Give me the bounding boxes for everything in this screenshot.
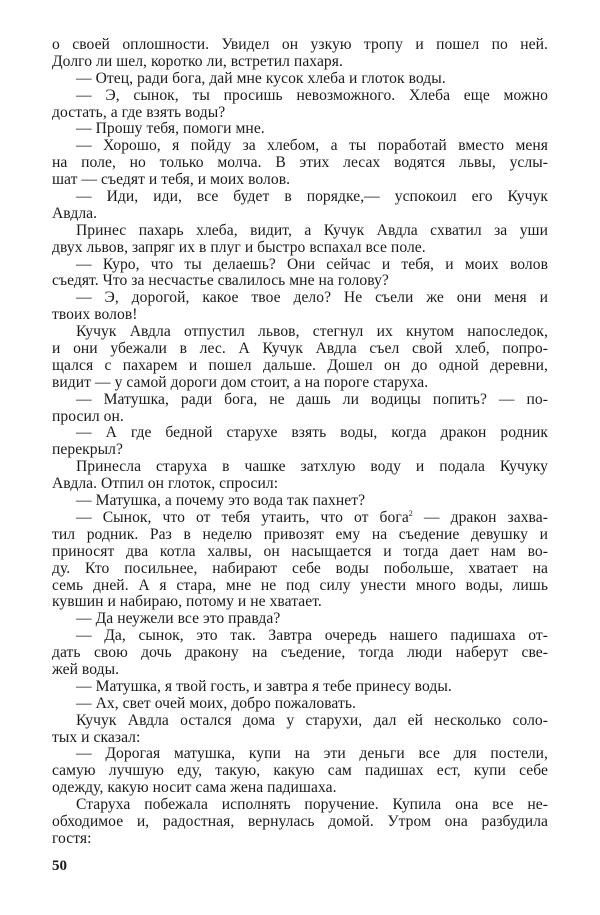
page-number: 50 bbox=[52, 858, 67, 874]
text-line bbox=[52, 240, 548, 257]
text-line-content: съедят. Что за несчастье свалилось мне на голову? bbox=[52, 272, 389, 290]
text-line bbox=[52, 780, 548, 797]
text-line bbox=[52, 662, 548, 679]
text-line bbox=[52, 155, 548, 172]
text-line bbox=[52, 172, 548, 189]
text-line bbox=[52, 290, 548, 307]
text-line-content: на поле, но только молча. В этих лесах водятся львы, услы- bbox=[52, 154, 548, 172]
text-line bbox=[52, 105, 548, 122]
text-line-content: перекрыл? bbox=[52, 441, 123, 459]
text-line-content: о своей оплошности. Увидел он узкую тропу и пошел по ней. bbox=[52, 36, 548, 53]
text-line bbox=[52, 341, 548, 358]
text-line-content: — Сынок, что от тебя утаить, что от бога bbox=[76, 508, 409, 526]
text-line-content: и они убежали в лес. А Кучук Авдла съел свой хлеб, попро- bbox=[52, 340, 548, 358]
text-line-content: щался с пахарем и пошел дальше. Дошел он до одной деревни, bbox=[52, 356, 548, 374]
footnote-marker: 2 bbox=[408, 508, 413, 518]
text-line bbox=[52, 392, 548, 409]
text-line bbox=[52, 645, 548, 662]
text-line bbox=[52, 763, 548, 780]
text-line-content: — Прошу тебя, помоги мне. bbox=[76, 120, 265, 138]
text-line-content: ду. Кто посильнее, набирают себе воды побольше, хватает на bbox=[52, 559, 548, 577]
text-line-content: — Э, дорогой, какое твое дело? Не съели же они меня и bbox=[76, 289, 548, 307]
text-line-content: — Хорошо, я пойду за хлебом, а ты поработай вместо меня bbox=[76, 137, 548, 155]
text-line-content: одежду, какую носит сама жена падишаха. bbox=[52, 779, 337, 797]
text-line-content: обходимое и, радостная, вернулась домой. Утром она разбудила bbox=[52, 812, 548, 830]
text-line-content: — Ах, свет очей моих, добро пожаловать. bbox=[76, 694, 356, 712]
text-line-tail: — дракон захва- bbox=[412, 508, 548, 526]
text-line bbox=[52, 713, 548, 730]
text-line bbox=[52, 797, 548, 814]
text-line bbox=[52, 358, 548, 375]
text-line bbox=[52, 375, 548, 392]
text-line bbox=[52, 442, 548, 459]
text-line-content: твоих волов! bbox=[52, 306, 138, 324]
text-line-content: шат — съедят и тебя, и моих волов. bbox=[52, 171, 291, 189]
text-line bbox=[52, 544, 548, 561]
text-line bbox=[52, 527, 548, 544]
text-line-content: Долго ли шел, коротко ли, встретил пахаря. bbox=[52, 52, 343, 70]
text-line-content: двух львов, запряг их в плуг и быстро вспахал все поле. bbox=[52, 238, 426, 256]
text-line-content: Принесла старуха в чашке затхлую воду и подала Кучуку bbox=[76, 458, 548, 476]
text-line bbox=[52, 138, 548, 155]
text-line bbox=[52, 121, 548, 138]
text-line bbox=[52, 510, 548, 527]
text-line-content: — Куро, что ты делаешь? Они сейчас и тебя, и моих волов bbox=[76, 255, 548, 273]
text-line-content: — Да, сынок, это так. Завтра очередь нашего падишаха от- bbox=[76, 627, 548, 645]
text-line bbox=[52, 71, 548, 88]
text-line-content: дать свою дочь дракону на съедение, тогда люди наберут све- bbox=[52, 644, 548, 662]
text-line-content: жей воды. bbox=[52, 660, 120, 678]
text-line-content: гостя: bbox=[52, 829, 92, 847]
text-line bbox=[52, 425, 548, 442]
text-line-content: семь дней. А я стара, мне не под силу унести много воды, лишь bbox=[52, 576, 548, 594]
text-line bbox=[52, 307, 548, 324]
text-line-content: Авдла. bbox=[52, 204, 98, 222]
text-line-content: — Э, сынок, ты просишь невозможного. Хлеба еще можно bbox=[76, 86, 548, 104]
text-line bbox=[52, 561, 548, 578]
text-line-content: достать, а где взять воды? bbox=[52, 103, 226, 121]
text-line-content: Авдла. Отпил он глоток, спросил: bbox=[52, 475, 279, 493]
text-line bbox=[52, 476, 548, 493]
text-line-content: — Отец, ради бога, дай мне кусок хлеба и глоток воды. bbox=[76, 69, 446, 87]
text-line-content: — Да неужели все это правда? bbox=[76, 610, 281, 628]
text-line bbox=[52, 814, 548, 831]
text-line-content: тых и сказал: bbox=[52, 728, 141, 746]
text-line-content: кувшин и набираю, потому и не хватает. bbox=[52, 593, 322, 611]
text-line bbox=[52, 611, 548, 628]
text-line bbox=[52, 493, 548, 510]
text-line bbox=[52, 206, 548, 223]
text-line-content: тил родник. Раз в неделю привозят ему на съедение девушку и bbox=[52, 525, 548, 543]
text-line bbox=[52, 409, 548, 426]
text-line bbox=[52, 37, 548, 54]
text-line-content: приносят два котла халвы, он насыщается и тогда дает нам во- bbox=[52, 542, 548, 560]
text-line-content: видит — у самой дороги дом стоит, а на пороге старуха. bbox=[52, 373, 429, 391]
text-line-content: Старуха побежала исполнять поручение. Купила она все не- bbox=[76, 796, 548, 814]
text-line-content: Кучук Авдла отпустил львов, стегнул их кнутом напоследок, bbox=[76, 323, 548, 341]
text-line bbox=[52, 223, 548, 240]
text-line bbox=[52, 594, 548, 611]
text-line bbox=[52, 54, 548, 71]
text-line bbox=[52, 696, 548, 713]
text-line-content: просил он. bbox=[52, 407, 124, 425]
text-line bbox=[52, 578, 548, 595]
page-text bbox=[52, 37, 548, 848]
text-line bbox=[52, 746, 548, 763]
text-line bbox=[52, 628, 548, 645]
text-line-content: самую лучшую еду, такую, какую сам падишах ест, купи себе bbox=[52, 762, 548, 780]
text-line bbox=[52, 88, 548, 105]
text-line bbox=[52, 257, 548, 274]
text-line bbox=[52, 273, 548, 290]
text-line-content: — Матушка, а почему это вода так пахнет? bbox=[76, 492, 366, 510]
text-line bbox=[52, 189, 548, 206]
text-line bbox=[52, 324, 548, 341]
text-line-content: Принес пахарь хлеба, видит, а Кучук Авдла схватил за уши bbox=[76, 221, 548, 239]
text-line bbox=[52, 730, 548, 747]
text-line-content: — Матушка, ради бога, не дашь ли водицы попить? — по- bbox=[76, 390, 548, 408]
text-line bbox=[52, 679, 548, 696]
text-line-content: Кучук Авдла остался дома у старухи, дал ей несколько соло- bbox=[76, 711, 548, 729]
text-line-content: — Матушка, я твой гость, и завтра я тебе принесу воды. bbox=[76, 677, 452, 695]
text-line-content: — А где бедной старухе взять воды, когда дракон родник bbox=[76, 424, 548, 442]
text-line bbox=[52, 459, 548, 476]
text-line-content: — Иди, иди, все будет в порядке,— успокоил его Кучук bbox=[76, 188, 548, 206]
text-line bbox=[52, 831, 548, 848]
text-line-content: — Дорогая матушка, купи на эти деньги все для постели, bbox=[76, 745, 548, 763]
